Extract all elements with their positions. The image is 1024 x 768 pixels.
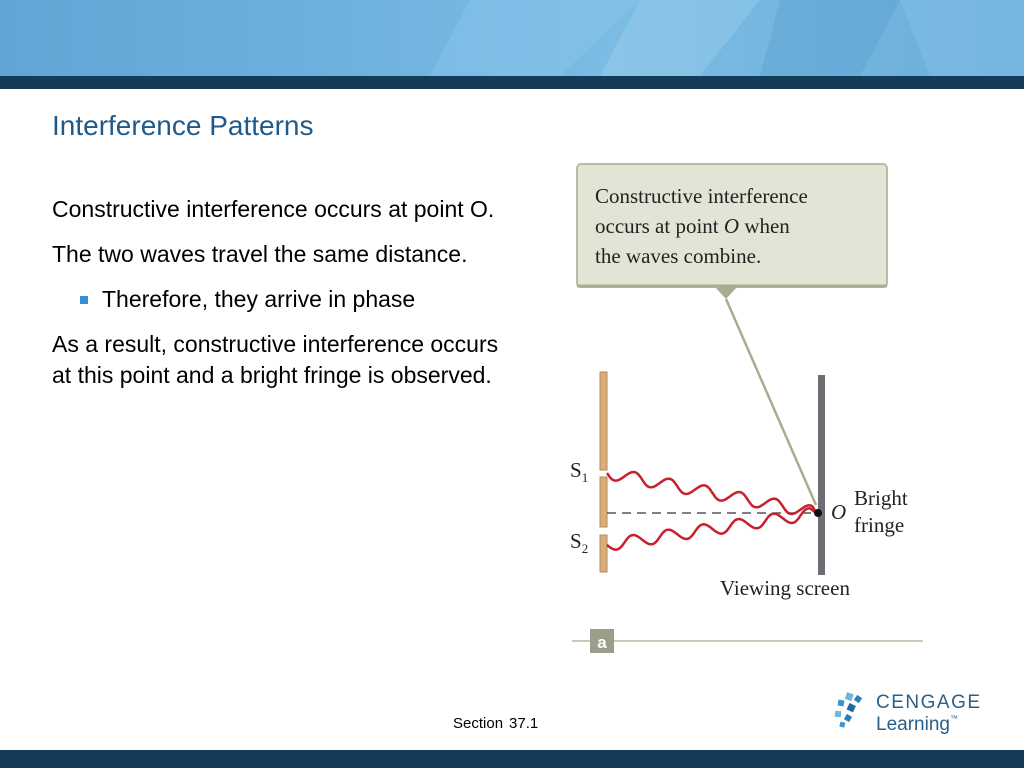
s1-label (570, 458, 588, 485)
bottom-band (0, 750, 1024, 768)
viewing-screen (818, 375, 825, 575)
bullet-item (52, 284, 522, 315)
logo-word-learning (876, 714, 958, 736)
bullet-marker-icon (80, 296, 88, 304)
callout (577, 164, 887, 299)
paragraph-conclusion: As a result, constructive interference occurs at this point and a bright fringe is observed. (52, 331, 499, 388)
s1-letter: S (570, 458, 582, 482)
bright-label-line-2: fringe (854, 513, 905, 537)
s1-subscript: 1 (581, 470, 589, 485)
paragraph-same-distance: The two waves travel the same distance. (52, 241, 468, 267)
paragraph-constructive: Constructive interference occurs at point O. (52, 196, 495, 222)
point-o-dot (814, 509, 822, 517)
svg-text:Constructive interference (595, 184, 808, 208)
callout-line-2 (595, 214, 790, 238)
svg-text:the waves combine. (595, 244, 761, 268)
s2-subscript: 2 (581, 541, 589, 556)
s2-letter: S (570, 529, 582, 553)
callout-line-1: Constructive interference (595, 184, 808, 208)
header-decoration (0, 0, 1024, 76)
barrier-bottom (600, 535, 607, 572)
callout-line-2o: O (723, 214, 740, 238)
wave-from-s2 (607, 508, 818, 549)
logo-word-cengage: CENGAGE (876, 692, 982, 713)
logo-learning-text: Learning (876, 714, 950, 735)
callout-leader-line (726, 299, 816, 505)
logo-trademark: ™ (949, 714, 958, 723)
bright-label-line-1: Bright (854, 486, 908, 510)
footer-section (453, 715, 544, 732)
wave-from-s1 (607, 472, 818, 514)
bullet-text: Therefore, they arrive in phase (102, 286, 416, 312)
barrier-middle (600, 477, 607, 527)
cengage-logo (832, 690, 982, 740)
point-o-label: O (831, 500, 847, 524)
section-number: 37.1 (509, 715, 539, 732)
callout-line-2a: occurs at point (595, 214, 724, 238)
body-text (52, 194, 522, 405)
cengage-mark-icon (832, 690, 872, 734)
callout-pointer (715, 287, 737, 299)
interference-figure (560, 155, 940, 665)
header-rule (0, 76, 1024, 89)
slit-barrier (600, 372, 607, 572)
callout-line-3: the waves combine. (595, 244, 762, 268)
slide-title: Interference Patterns (52, 110, 314, 141)
viewing-screen-label: Viewing screen (720, 576, 850, 600)
callout-line-2b: when (739, 214, 790, 238)
barrier-top (600, 372, 607, 470)
section-word: Section (453, 715, 504, 732)
header-band (0, 0, 1024, 76)
panel-label: a (597, 633, 607, 652)
s2-label (570, 529, 588, 556)
